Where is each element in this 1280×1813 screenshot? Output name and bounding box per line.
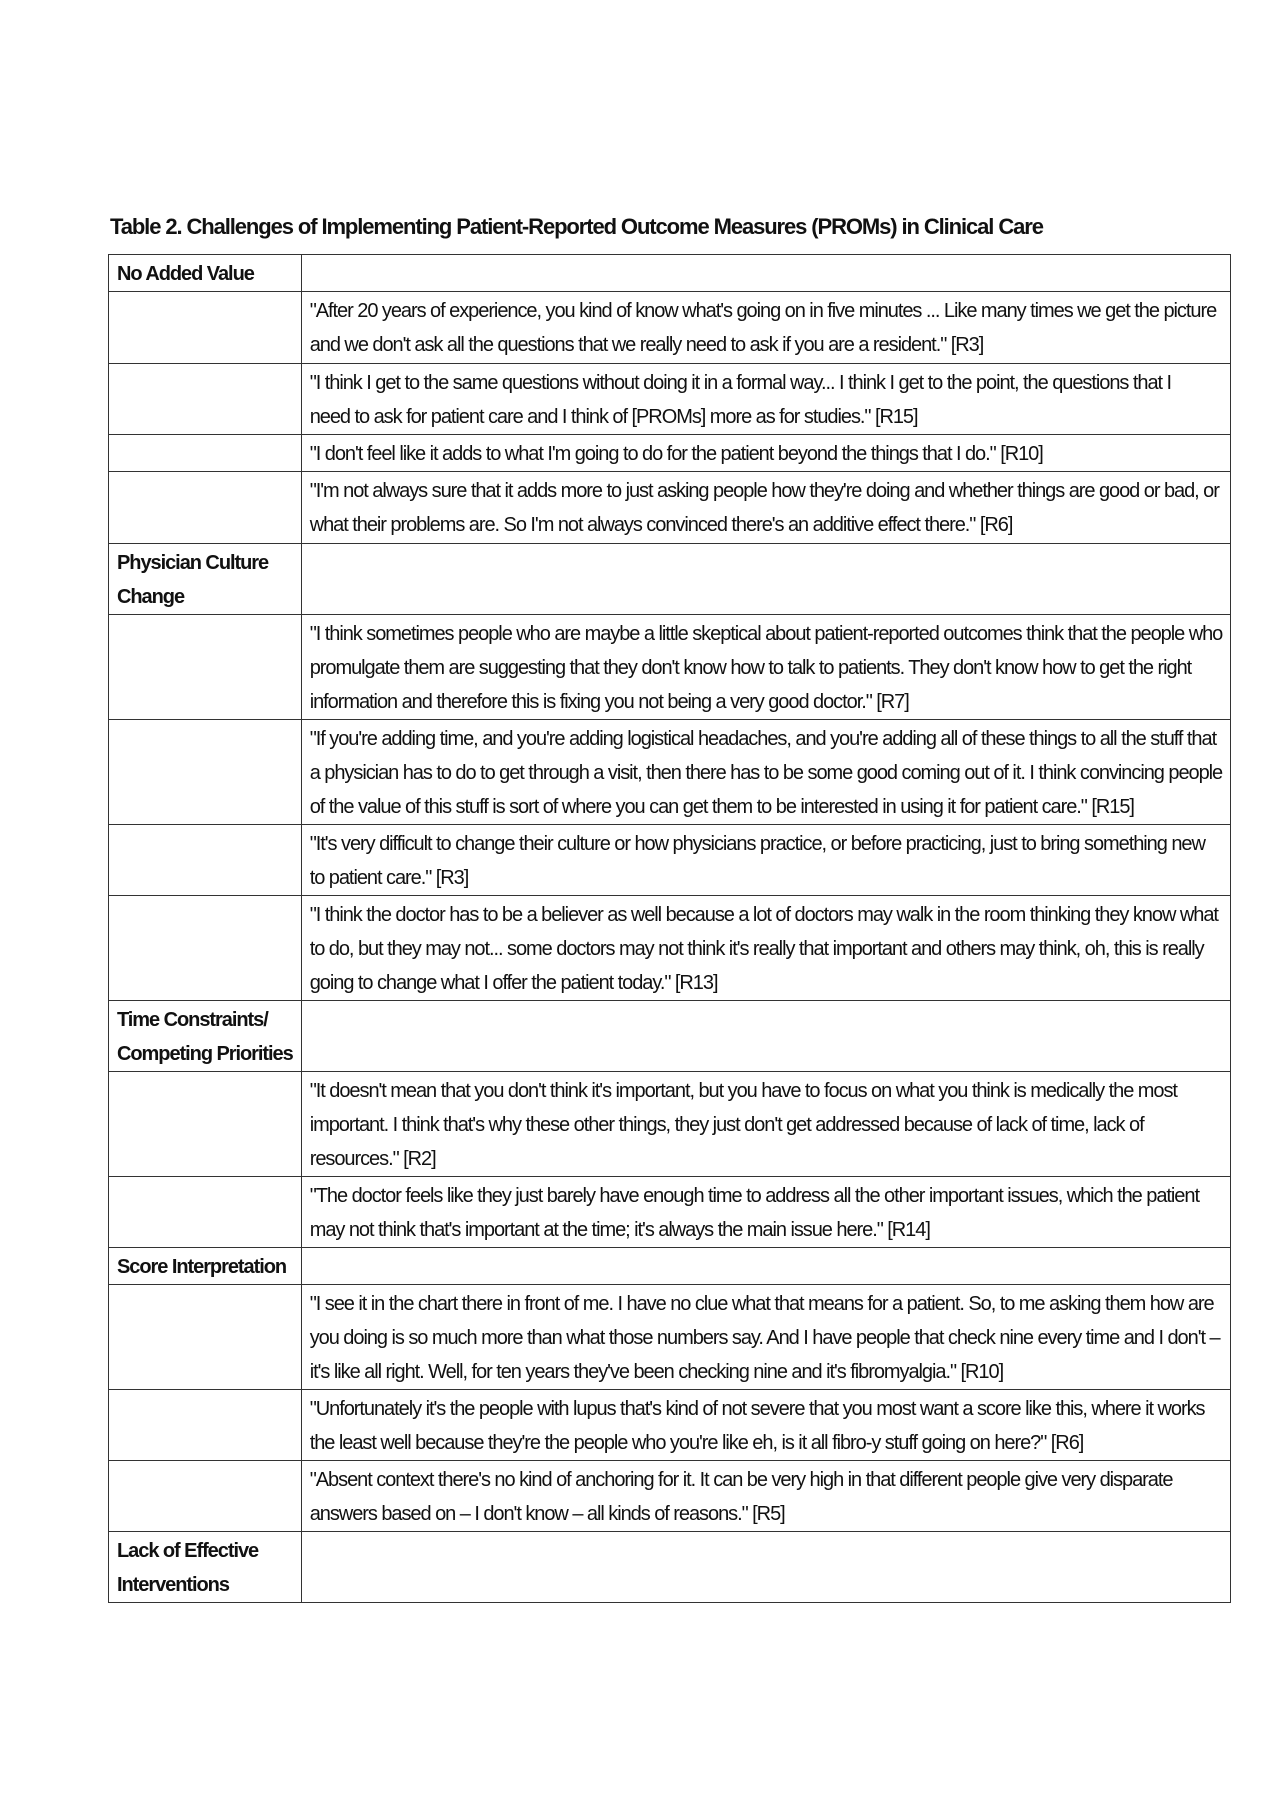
category-label: Change	[117, 586, 185, 608]
quote-line: "I see it in the chart there in front of me. I have no clue what that means for a patient. So, to me asking them how are	[309, 1293, 1214, 1315]
quote-line: a physician has to do to get through a visit, then there has to be some good coming out of it. I think convincing people	[309, 762, 1223, 784]
quote-line: and we don't ask all the questions that we really need to ask if you are a resident." [R3]	[309, 334, 984, 356]
quote-cell	[301, 896, 1231, 1001]
quote-line: "After 20 years of experience, you kind of know what's going on in five minutes ... Like many times we get the picture	[309, 300, 1217, 322]
quote-row	[109, 1390, 1231, 1461]
category-cell	[109, 472, 302, 544]
quote-cell	[301, 1461, 1231, 1532]
table-title: Table 2. Challenges of Implementing Patient-Reported Outcome Measures (PROMs) in Clinical Care	[110, 214, 1043, 239]
quote-line: "It doesn't mean that you don't think it's important, but you have to focus on what you think is medically the most	[309, 1080, 1177, 1102]
category-cell	[109, 1461, 302, 1532]
quote-line: "It's very difficult to change their culture or how physicians practice, or before practicing, just to bring something new	[309, 833, 1205, 855]
quote-line: "Absent context there's no kind of anchoring for it. It can be very high in that different people give very disparate	[309, 1469, 1173, 1491]
category-cell	[109, 292, 302, 364]
category-row	[109, 255, 1231, 292]
quote-line: to do, but they may not... some doctors may not think it's really that important and others may think, oh, this is really	[309, 938, 1204, 960]
category-cell	[109, 1248, 302, 1285]
quote-row	[109, 825, 1231, 896]
quote-cell	[301, 1285, 1231, 1390]
quote-cell	[301, 1532, 1231, 1603]
quote-line: answers based on – I don't know – all kinds of reasons." [R5]	[309, 1503, 785, 1525]
category-label: Interventions	[117, 1574, 229, 1596]
quote-line: important. I think that's why these other things, they just don't get addressed because of lack of time, lack of	[309, 1114, 1144, 1136]
quote-cell	[301, 544, 1231, 615]
quote-row	[109, 615, 1231, 720]
category-cell	[109, 896, 302, 1001]
quote-line: of the value of this stuff is sort of where you can get them to be interested in using it for patient care." [R15]	[309, 796, 1134, 818]
quote-line: promulgate them are suggesting that they don't know how to talk to patients. They don't know how to get the right	[309, 657, 1192, 679]
category-cell	[109, 615, 302, 720]
category-cell	[109, 255, 302, 292]
quote-line: it's like all right. Well, for ten years they've been checking nine and it's fibromyalgia." [R10]	[309, 1361, 1004, 1383]
category-label: No Added Value	[117, 263, 254, 285]
quote-line: "I think I get to the same questions without doing it in a formal way... I think I get to the point, the questions that I	[309, 372, 1172, 394]
quote-line: to patient care." [R3]	[309, 867, 469, 889]
quote-row	[109, 472, 1231, 544]
quote-cell	[301, 364, 1231, 435]
category-label: Score Interpretation	[117, 1256, 287, 1278]
quote-line: "I don't feel like it adds to what I'm going to do for the patient beyond the things that I do." [R10]	[309, 443, 1043, 465]
quote-cell	[301, 472, 1231, 544]
quote-line: "If you're adding time, and you're adding logistical headaches, and you're adding all of these things to all the stuff that	[309, 728, 1217, 750]
category-row	[109, 1532, 1231, 1603]
category-row	[109, 1248, 1231, 1285]
quote-row	[109, 896, 1231, 1001]
category-cell	[109, 825, 302, 896]
category-cell	[109, 1072, 302, 1177]
category-row	[109, 544, 1231, 615]
category-cell	[109, 1001, 302, 1072]
quote-line: "I think the doctor has to be a believer as well because a lot of doctors may walk in the room thinking they know what	[309, 904, 1218, 926]
quote-line: going to change what I offer the patient today." [R13]	[309, 972, 718, 994]
quote-row	[109, 435, 1231, 472]
category-label: Lack of Effective	[117, 1540, 259, 1562]
quote-cell	[301, 1001, 1231, 1072]
quote-line: "The doctor feels like they just barely have enough time to address all the other important issues, which the patient	[309, 1185, 1199, 1207]
category-cell	[109, 720, 302, 825]
quote-line: "Unfortunately it's the people with lupus that's kind of not severe that you most want a score like this, where it works	[309, 1398, 1205, 1420]
quote-line: "I think sometimes people who are maybe a little skeptical about patient-reported outcomes think that the people who	[309, 623, 1223, 645]
quote-cell	[301, 1390, 1231, 1461]
category-cell	[109, 1532, 302, 1603]
quote-line: need to ask for patient care and I think of [PROMs] more as for studies." [R15]	[309, 406, 918, 428]
quote-cell	[301, 255, 1231, 292]
quote-cell	[301, 825, 1231, 896]
challenges-table	[108, 254, 1231, 1603]
quote-cell	[301, 1072, 1231, 1177]
quote-line: information and therefore this is fixing you not being a very good doctor." [R7]	[309, 691, 909, 713]
category-cell	[109, 1177, 302, 1248]
category-cell	[109, 364, 302, 435]
quote-row	[109, 1461, 1231, 1532]
category-cell	[109, 1285, 302, 1390]
quote-cell	[301, 720, 1231, 825]
quote-cell	[301, 1177, 1231, 1248]
quote-row	[109, 364, 1231, 435]
quote-line: resources." [R2]	[309, 1148, 436, 1170]
quote-cell	[301, 292, 1231, 364]
category-label: Physician Culture	[117, 552, 269, 574]
quote-cell	[301, 615, 1231, 720]
quote-row	[109, 1177, 1231, 1248]
category-label: Competing Priorities	[117, 1043, 293, 1065]
quote-row	[109, 1285, 1231, 1390]
quote-line: what their problems are. So I'm not always convinced there's an additive effect there." [R6]	[309, 514, 1013, 536]
category-cell	[109, 435, 302, 472]
quote-line: you doing is so much more than what those numbers say. And I have people that check nine every time and I don't –	[309, 1327, 1220, 1349]
category-cell	[109, 544, 302, 615]
category-row	[109, 1001, 1231, 1072]
quote-cell	[301, 435, 1231, 472]
quote-row	[109, 720, 1231, 825]
quote-line: the least well because they're the people who you're like eh, is it all fibro-y stuff going on here?" [R6]	[309, 1432, 1084, 1454]
quote-row	[109, 292, 1231, 364]
category-cell	[109, 1390, 302, 1461]
quote-line: "I'm not always sure that it adds more to just asking people how they're doing and whether things are good or bad, or	[309, 480, 1219, 502]
category-label: Time Constraints/	[117, 1009, 268, 1031]
quote-row	[109, 1072, 1231, 1177]
quote-line: may not think that's important at the time; it's always the main issue here." [R14]	[309, 1219, 930, 1241]
quote-cell	[301, 1248, 1231, 1285]
